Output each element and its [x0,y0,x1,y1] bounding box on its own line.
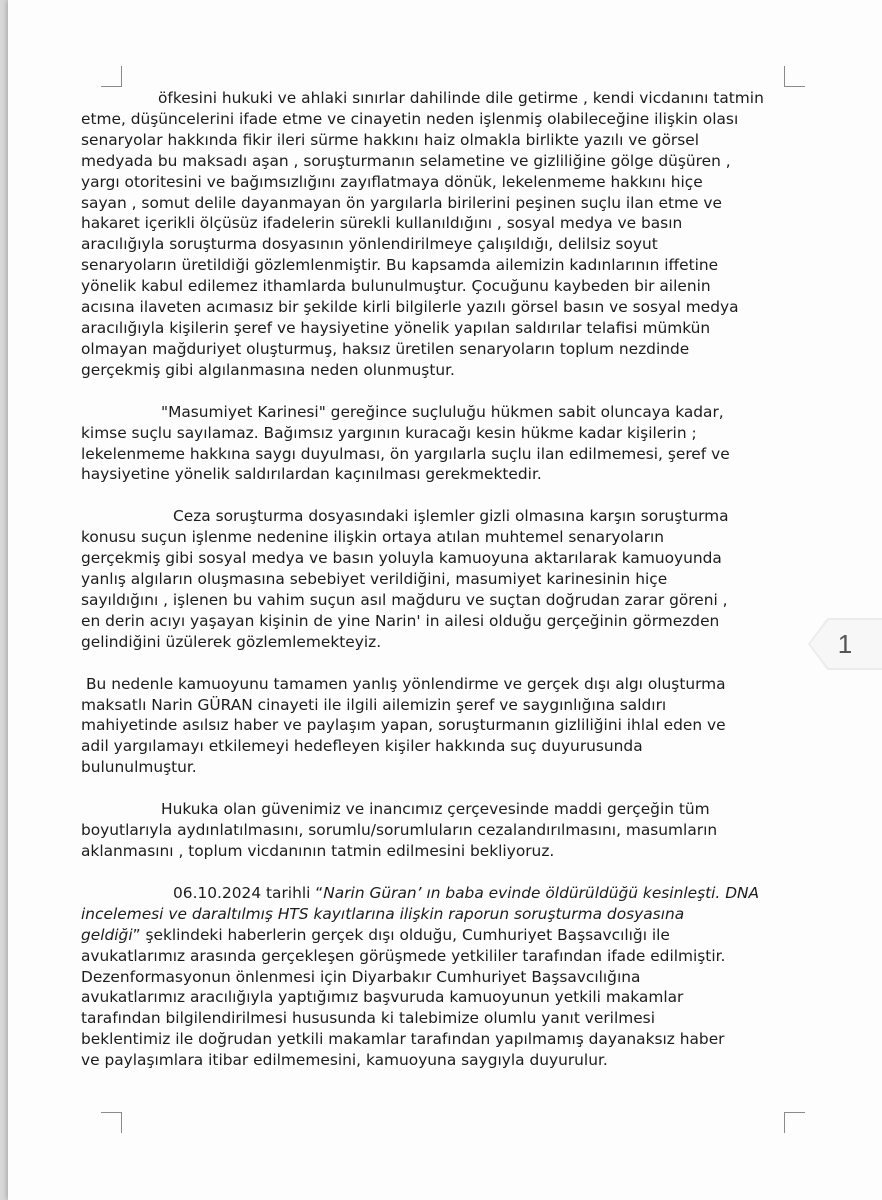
quoted-headline: incelemesi ve daraltılmış HTS kayıtlarına ilişkin raporun soruşturma dosyasına [81,904,685,923]
text-line: yönelik kabul edilemez ithamlarda bulunulmuştur. Çocuğunu kaybeden bir ailenin [81,277,711,296]
paragraph-5 [81,799,781,862]
text-line: gerçekmiş gibi sosyal medya ve basın yoluyla kamuoyuna aktarılarak kamuoyunda [81,549,722,568]
text-line: Dezenformasyonun önlenmesi için Diyarbakır Cumhuriyet Başsavcılığına [81,967,641,986]
text-line: en derin acıyı yaşayan kişinin de yine Narin' in ailesi olduğu gerçeğinin görmezden [81,611,720,630]
crop-mark-bottom-right [784,1112,805,1133]
text-line: mahiyetinde asılsız haber ve paylaşım yapan, soruşturmanın gizliliğini ihlal eden ve [81,716,726,735]
document-body [81,88,781,1071]
paragraph-6 [81,883,781,1071]
text-line [81,883,781,904]
text-line [81,925,781,946]
text-line: hakaret içerikli ölçüsüz ifadelerin sürekli kullanıldığını , sosyal medya ve basın [81,214,683,233]
text-line: konusu suçun işlenme nedenine ilişkin ortaya atılan muhtemel senaryoların [81,528,664,547]
text-line: aracılığıyla kişilerin şeref ve haysiyetine yönelik yapılan saldırılar telafisi mümkün [81,318,711,337]
crop-mark-top-right [784,66,805,87]
page-number: 1 [837,629,853,659]
text-line: avukatlarımız aracılığıyla yaptığımız başvuruda kamuoyunun yetkili makamlar [81,988,684,1007]
paragraph-3 [81,506,781,652]
quoted-headline: Narin Güran’ ın baba evinde öldürüldüğü kesinleşti. DNA [323,883,760,902]
text-line: yanlış algıların oluşmasına sebebiyet verildiğini, masumiyet karinesinin hiçe [81,570,668,589]
text-line: Ceza soruşturma dosyasındaki işlemler gizli olmasına karşın soruşturma [173,507,729,526]
paragraph-1 [81,88,781,381]
text-line: avukatlarımız arasında gerçekleşen görüşmede yetkililer tarafından ifade edilmiştir. [81,946,726,965]
paragraph-2 [81,402,781,486]
text-line: adil yargılamayı etkilemeyi hedefleyen kişiler hakkında suç duyurusunda [81,737,643,756]
text-line: maksatlı Narin GÜRAN cinayeti ile ilgili ailemizin şeref ve saygınlığına saldırı [81,695,667,714]
text-line: "Masumiyet Karinesi" gereğince suçluluğu hükmen sabit oluncaya kadar, [161,402,724,421]
document-page [8,0,882,1200]
text-line: öfkesini hukuki ve ahlaki sınırlar dahilinde dile getirme , kendi vicdanını tatmin [158,89,764,107]
text-line: sayıldığını , işlenen bu vahim suçun asıl mağduru ve suçtan doğrudan zarar göreni , [81,590,728,609]
text-line: boyutlarıyla aydınlatılmasını, sorumlu/sorumluların cezalandırılmasını, masumların [81,821,718,840]
paragraph-4 [81,674,781,779]
text-line: Hukuka olan güvenimiz ve inancımız çerçevesinde maddi gerçeğin tüm [161,800,710,819]
text-line: tarafından bilgilendirilmesi hususunda ki talebimize olumlu yanıt verilmesi [81,1009,655,1028]
text-line: aklanmasını , toplum vicdanının tatmin edilmesini bekliyoruz. [81,842,555,860]
text-line: aracılığıyla soruşturma dosyasının yönlendirilmeye çalışıldığı, delilsiz soyut [81,235,658,254]
text-line: ve paylaşımlara itibar edilmemesini, kamuoyuna saygıyla duyurulur. [81,1051,608,1070]
text-line: yargı otoritesini ve bağımsızlığını zayıflatmaya dönük, lekelenmeme hakkını hiçe [81,172,703,191]
text-line: beklentimiz ile doğrudan yetkili makamlar tarafından yapılmamış dayanaksız haber [81,1030,725,1049]
crop-mark-top-left [101,66,122,87]
crop-mark-bottom-left [101,1112,122,1133]
text-line: senaryolar hakkında fikir ileri sürme hakkını haiz olmakla birlikte yazılı ve görsel [81,130,699,149]
text-line: sayan , somut delile dayanmayan ön yargılarla birilerini peşinen suçlu ilan etme ve [81,193,722,212]
text-line: etme, düşüncelerini ifade etme ve cinayetin neden işlenmiş olabileceğine ilişkin olası [81,109,739,128]
text-span: 06.10.2024 tarihli “ [173,883,324,902]
quoted-headline: geldiği [81,925,133,944]
text-line: senaryoların üretildiği gözlemlenmiştir. Bu kapsamda ailemizin kadınlarının iffetine [81,256,719,275]
text-line: haysiyetine yönelik saldırılardan kaçınılması gerekmektedir. [81,465,542,484]
text-span: ” şeklindeki haberlerin gerçek dışı olduğu, Cumhuriyet Başsavcılığı ile [132,925,670,944]
text-line [81,904,781,925]
text-line: bulunulmuştur. [81,758,197,777]
text-line: olmayan mağduriyet oluşturmuş, haksız üretilen senaryoların toplum nezdinde [81,339,690,358]
text-line: acısına ilaveten acımasız bir şekilde kirli bilgilerle yazılı görsel basın ve sosyal medya [81,298,739,317]
text-line: Bu nedenle kamuoyunu tamamen yanlış yönlendirme ve gerçek dışı algı oluşturma [86,674,726,693]
text-line: lekelenmeme hakkına saygı duyulması, ön yargılarla suçlu ilan edilmemesi, şeref ve [81,444,730,463]
text-line: gelindiğini üzülerek gözlemlemekteyiz. [81,632,382,651]
text-line: medyada bu maksadı aşan , soruşturmanın selametine ve gizliliğine gölge düşüren , [81,151,731,170]
text-line: gerçekmiş gibi algılanmasına neden olunmuştur. [81,360,455,379]
text-line: kimse suçlu sayılamaz. Bağımsız yargının kuracağı kesin hükme kadar kişilerin ; [81,423,697,442]
